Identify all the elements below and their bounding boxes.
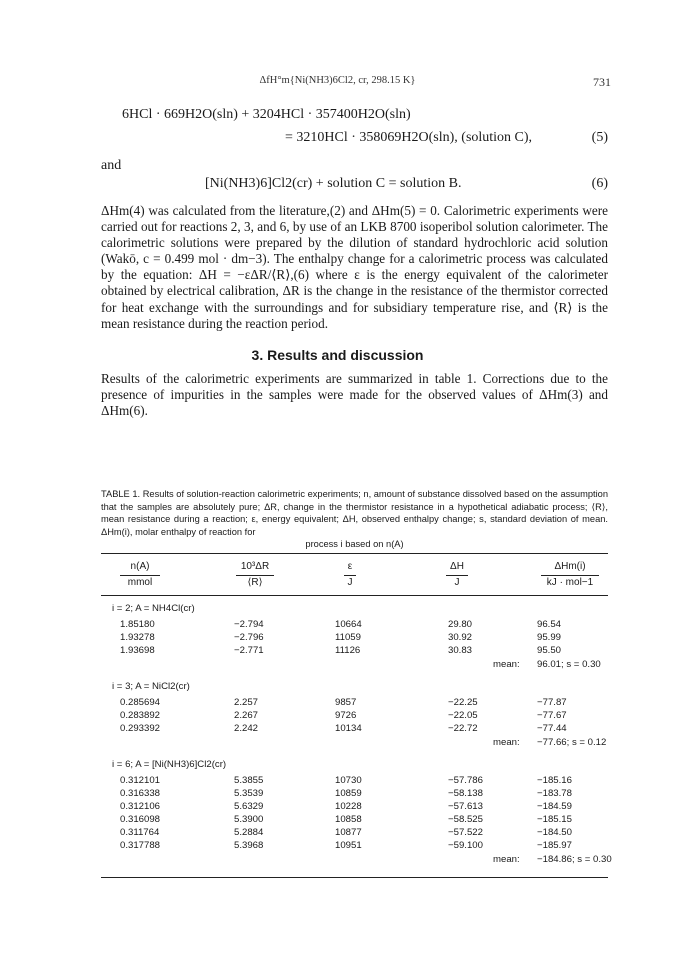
methods-paragraph-text: ΔHm(4) was calculated from the literature,(2) and ΔHm(5) = 0. Calorimetric experiments were carried out for reactions 2, 3, and 6, by use of an LKB 8700 isoperibol solution calorimeter. The calorimetric solutions were prepared by the dilution of standard hydrochloric acid solution (Wakō, c = 0.499 mol · dm−3). The enthalpy change for a calorimetric process was calculated by the equation: ΔH = −εΔR/⟨R⟩,(6) where ε is the energy equivalent of the calorimeter obtained by electrical calibration, ΔR is the change in the resistance of the thermistor corrected for heat exchange with the surroundings and for subsidiary temperature rise, and ⟨R⟩ is the mean resistance during the reaction period.	[101, 203, 608, 331]
header-n-fraction-bar	[120, 575, 160, 576]
mean-value: −77.66; s = 0.12	[537, 737, 607, 748]
cell-eps: 10730	[335, 775, 362, 786]
equation-5-number: (5)	[591, 130, 608, 145]
cell-dh: −22.05	[448, 710, 478, 721]
group-label-nicl2: i = 3; A = NiCl2(cr)	[112, 681, 190, 692]
cell-dhm: −184.59	[537, 801, 572, 812]
cell-eps: 11126	[335, 645, 361, 656]
header-eps-top: ε	[347, 561, 353, 572]
cell-dhm: −185.97	[537, 840, 572, 851]
cell-dh: −59.100	[448, 840, 483, 851]
header-n-top: n(A)	[130, 561, 150, 572]
results-paragraph	[101, 371, 608, 419]
cell-eps: 10951	[335, 840, 362, 851]
page-number: 731	[593, 75, 611, 89]
cell-dh: −57.522	[448, 827, 483, 838]
header-eps-fraction-bar	[344, 575, 356, 576]
cell-eps: 9857	[335, 697, 357, 708]
cell-eps: 10859	[335, 788, 362, 799]
cell-dr: −2.794	[234, 619, 264, 630]
cell-dh: 30.83	[448, 645, 473, 656]
cell-eps: 9726	[335, 710, 357, 721]
cell-dh: 29.80	[448, 619, 473, 630]
header-dr-bottom: ⟨R⟩	[247, 577, 263, 588]
cell-dhm: −77.44	[537, 723, 567, 734]
equation-5-line-1: 6HCl · 669H2O(sln) + 3204HCl · 357400H2O(sln)	[122, 107, 411, 122]
cell-dhm: −183.78	[537, 788, 572, 799]
methods-paragraph	[101, 203, 608, 332]
mean-label: mean:	[493, 854, 520, 865]
running-header: ΔfH°m{Ni(NH3)6Cl2, cr, 298.15 K}	[259, 75, 416, 86]
cell-n: 0.311764	[120, 827, 160, 838]
section-title: 3. Results and discussion	[251, 347, 424, 363]
cell-n: 1.93278	[120, 632, 155, 643]
cell-dhm: −77.87	[537, 697, 567, 708]
cell-dhm: 95.50	[537, 645, 562, 656]
cell-eps: 10664	[335, 619, 362, 630]
header-dhm-fraction-bar	[541, 575, 599, 576]
cell-eps: 10228	[335, 801, 362, 812]
header-dr-fraction-bar	[236, 575, 274, 576]
cell-dh: −57.613	[448, 801, 483, 812]
cell-dr: −2.796	[234, 632, 264, 643]
cell-dr: 2.267	[234, 710, 259, 721]
mean-label: mean:	[493, 659, 520, 670]
header-dhm-bottom: kJ · mol−1	[546, 577, 594, 588]
cell-dhm: 96.54	[537, 619, 562, 630]
cell-dh: −22.72	[448, 723, 478, 734]
group-label-ni-nh3-6-cl2: i = 6; A = [Ni(NH3)6]Cl2(cr)	[112, 759, 227, 770]
cell-n: 0.316338	[120, 788, 161, 799]
cell-eps: 10877	[335, 827, 362, 838]
cell-dhm: −184.50	[537, 827, 572, 838]
header-dh-bottom: J	[454, 577, 460, 588]
cell-dhm: −185.15	[537, 814, 572, 825]
cell-dr: 5.2884	[234, 827, 264, 838]
cell-dh: −57.786	[448, 775, 483, 786]
mean-value: −184.86; s = 0.30	[537, 854, 612, 865]
and-word: and	[101, 158, 122, 173]
mean-label: mean:	[493, 737, 520, 748]
header-eps-bottom: J	[347, 577, 353, 588]
cell-dr: −2.771	[234, 645, 264, 656]
cell-eps: 11059	[335, 632, 361, 643]
header-n-bottom: mmol	[127, 577, 153, 588]
cell-dh: −22.25	[448, 697, 478, 708]
table-caption	[101, 488, 608, 551]
cell-n: 0.283892	[120, 710, 161, 721]
cell-dh: −58.138	[448, 788, 483, 799]
cell-n: 0.285694	[120, 697, 161, 708]
table-caption-last: process i based on n(A)	[305, 539, 404, 550]
cell-n: 1.93698	[120, 645, 155, 656]
cell-dr: 5.3968	[234, 840, 264, 851]
table-bottom-rule	[101, 877, 608, 878]
equation-6: [Ni(NH3)6]Cl2(cr) + solution C = solution B.	[205, 176, 462, 191]
cell-n: 0.312106	[120, 801, 161, 812]
mean-value: 96.01; s = 0.30	[537, 659, 601, 670]
equation-6-number: (6)	[591, 176, 608, 191]
cell-dh: −58.525	[448, 814, 483, 825]
cell-n: 0.316098	[120, 814, 161, 825]
table-top-rule	[101, 553, 608, 554]
cell-dr: 2.257	[234, 697, 259, 708]
header-dr-top: 10³ΔR	[240, 561, 270, 572]
cell-n: 1.85180	[120, 619, 155, 630]
cell-dh: 30.92	[448, 632, 473, 643]
header-dh-top: ΔH	[450, 561, 464, 572]
cell-dhm: 95.99	[537, 632, 562, 643]
cell-n: 0.317788	[120, 840, 161, 851]
cell-n: 0.312101	[120, 775, 161, 786]
header-dh-fraction-bar	[446, 575, 468, 576]
cell-eps: 10134	[335, 723, 362, 734]
equation-5-line-2: = 3210HCl · 358069H2O(sln), (solution C),	[285, 130, 533, 145]
table-caption-main: TABLE 1. Results of solution-reaction calorimetric experiments; n, amount of substance dissolved based on the assumption that the samples are absolutely pure; ΔR, change in the thermistor resistance in a hypothetical adiabatic process; ⟨R⟩, mean resistance during a reaction; ε, energy equivalent; ΔH, observed enthalpy change; s, standard deviation of mean. ΔHm(i), molar enthalpy of reaction for	[101, 489, 608, 537]
cell-dhm: −185.16	[537, 775, 572, 786]
cell-dr: 2.242	[234, 723, 259, 734]
table-header-rule	[101, 595, 608, 596]
group-label-nh4cl: i = 2; A = NH4Cl(cr)	[112, 603, 195, 614]
cell-n: 0.293392	[120, 723, 161, 734]
cell-dr: 5.3855	[234, 775, 264, 786]
cell-dr: 5.3900	[234, 814, 264, 825]
cell-dr: 5.6329	[234, 801, 264, 812]
results-paragraph-text: Results of the calorimetric experiments are summarized in table 1. Corrections due to the presence of impurities in the samples were made for the observed values of ΔHm(3) and ΔHm(6).	[101, 371, 608, 419]
header-dhm-top: ΔHm(i)	[554, 561, 586, 572]
cell-dr: 5.3539	[234, 788, 264, 799]
cell-dhm: −77.67	[537, 710, 567, 721]
cell-eps: 10858	[335, 814, 362, 825]
